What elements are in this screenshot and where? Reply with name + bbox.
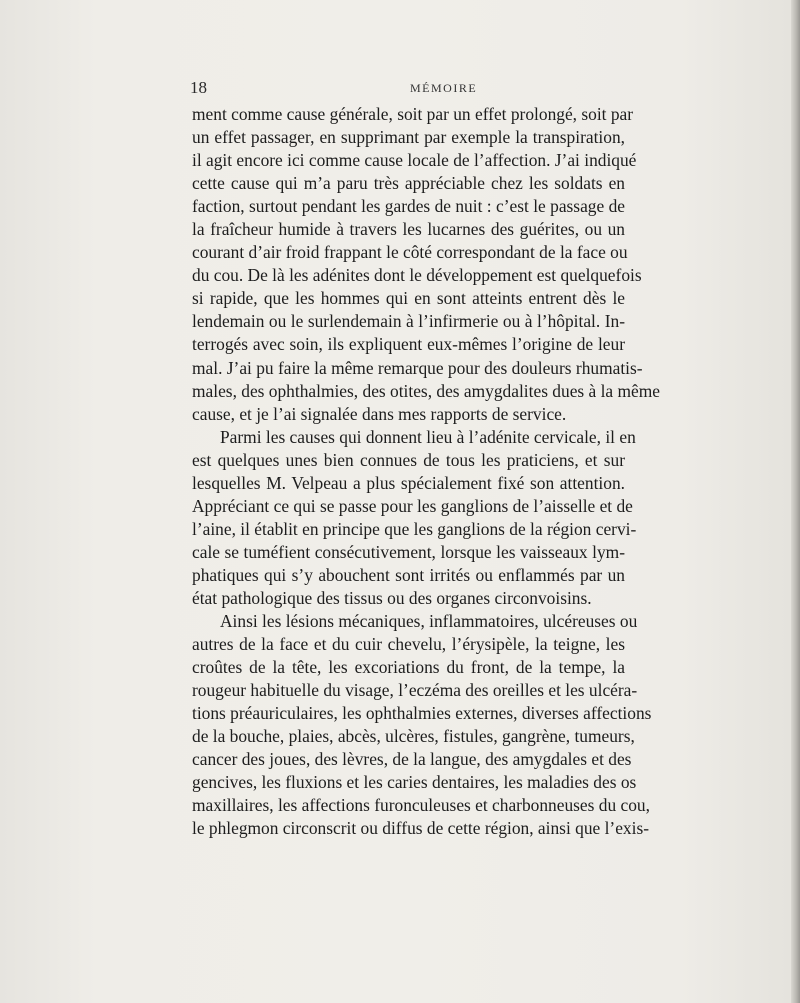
- text-line: est quelques unes bien connues de tous les praticiens, et sur: [192, 449, 625, 470]
- text-line: cancer des joues, des lèvres, de la langue, des amygdales et des: [192, 749, 632, 770]
- text-line: ment comme cause générale, soit par un effet prolongé, soit par: [192, 104, 634, 124]
- text-line: Appréciant ce qui se passe pour les ganglions de l’aisselle et de: [192, 495, 633, 516]
- text-line: l’aine, il établit en principe que les ganglions de la région cervi-: [192, 518, 637, 539]
- text-line: un effet passager, en supprimant par exemple la transpiration,: [192, 127, 625, 148]
- text-line: gencives, les fluxions et les caries dentaires, les maladies des os: [192, 772, 637, 793]
- text-line: rougeur habituelle du visage, l’eczéma des oreilles et les ulcéra-: [192, 680, 638, 701]
- running-head: MÉMOIRE: [410, 81, 478, 95]
- text-line: faction, surtout pendant les gardes de nuit : c’est le passage de: [192, 196, 625, 217]
- text-line: état pathologique des tissus ou des organes circonvoisins.: [192, 587, 592, 608]
- text-line: cale se tuméfient consécutivement, lorsque les vaisseaux lym-: [192, 541, 625, 562]
- text-line: terrogés avec soin, ils expliquent eux-mêmes l’origine de leur: [192, 334, 625, 355]
- text-line: de la bouche, plaies, abcès, ulcères, fistules, gangrène, tumeurs,: [192, 726, 635, 747]
- text-line: cette cause qui m’a paru très appréciable chez les soldats en: [192, 173, 625, 194]
- body-text: [192, 103, 660, 841]
- text-line: autres de la face et du cuir chevelu, l’érysipèle, la teigne, les: [192, 634, 625, 655]
- text-line: lendemain ou le surlendemain à l’infirmerie ou à l’hôpital. In-: [192, 311, 625, 332]
- text-line: lesquelles M. Velpeau a plus spécialement fixé son attention.: [192, 472, 625, 493]
- text-line: Parmi les causes qui donnent lieu à l’adénite cervicale, il en: [220, 426, 636, 447]
- page-edge: [791, 0, 800, 1003]
- text-line: si rapide, que les hommes qui en sont atteints entrent dès le: [192, 288, 625, 309]
- text-line: mal. J’ai pu faire la même remarque pour des douleurs rhumatis-: [192, 357, 643, 378]
- page-number: 18: [190, 78, 207, 97]
- text-line: courant d’air froid frappant le côté correspondant de la face ou: [192, 242, 628, 263]
- text-line: du cou. De là les adénites dont le développement est quelquefois: [192, 265, 642, 286]
- text-line: males, des ophthalmies, des otites, des amygdalites dues à la même: [192, 380, 660, 401]
- text-line: phatiques qui s’y abouchent sont irrités ou enflammés par un: [192, 564, 625, 585]
- text-line: maxillaires, les affections furonculeuses et charbonneuses du cou,: [192, 795, 650, 816]
- text-line: la fraîcheur humide à travers les lucarnes des guérites, ou un: [192, 219, 625, 240]
- page-header: [190, 78, 610, 100]
- text-line: cause, et je l’ai signalée dans mes rapports de service.: [192, 403, 567, 424]
- text-line: il agit encore ici comme cause locale de l’affection. J’ai indiqué: [192, 150, 637, 171]
- text-line: croûtes de la tête, les excoriations du front, de la tempe, la: [192, 657, 625, 678]
- text-line: tions préauriculaires, les ophthalmies externes, diverses affections: [192, 703, 652, 724]
- text-line: Ainsi les lésions mécaniques, inflammatoires, ulcéreuses ou: [220, 611, 638, 632]
- text-line: le phlegmon circonscrit ou diffus de cette région, ainsi que l’exis-: [192, 818, 650, 839]
